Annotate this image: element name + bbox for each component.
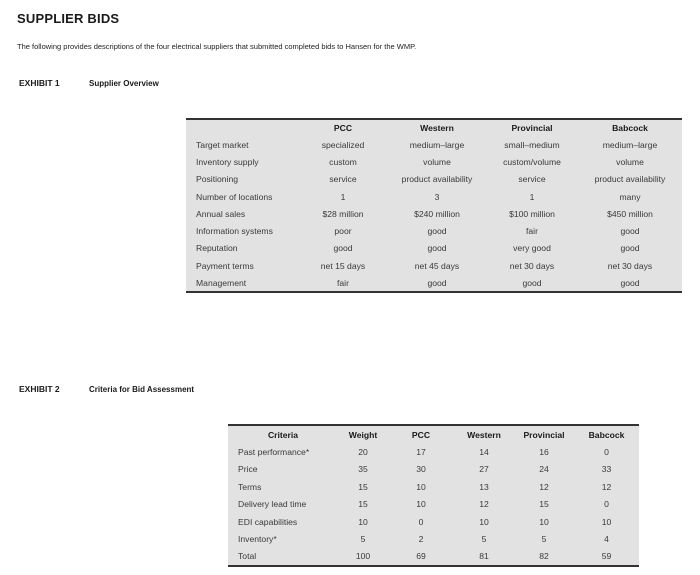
table-cell: $100 million [509,208,555,219]
table-cell: 17 [416,446,426,457]
row-label: Positioning [196,174,239,185]
table-cell: 16 [539,446,549,457]
row-label: Reputation [196,243,238,254]
table-cell: 2 [418,534,424,545]
table-row [186,136,682,153]
table-cell: 69 [416,551,426,562]
table-header-row [186,119,682,136]
table-cell: 24 [539,464,549,475]
table-cell: net 30 days [607,260,653,271]
table-cell: fair [337,277,349,288]
table-cell: product availability [594,174,666,185]
table-row [186,153,682,170]
table-cell: medium–large [602,139,658,150]
table-cell: fair [526,226,538,237]
table-cell: good [427,226,447,237]
table-row [186,274,682,291]
table-cell: many [619,191,641,202]
row-label: Payment terms [196,260,254,271]
column-header: Western [420,123,454,133]
table-cell: good [620,226,640,237]
table-cell: good [620,243,640,254]
table-cell: 5 [481,534,487,545]
row-label: Annual sales [196,208,246,219]
table-cell: very good [513,243,551,254]
table-cell: 10 [416,499,426,510]
table-row [186,240,682,257]
column-header: Criteria [267,429,299,440]
row-label: Number of locations [196,191,273,202]
table-cell: custom/volume [503,156,561,167]
exhibit-2-label: EXHIBIT 2 [19,384,60,394]
table-row [228,531,639,549]
row-label: Delivery lead time [238,499,307,510]
exhibit-1-label: EXHIBIT 1 [19,78,60,88]
table-cell: 100 [355,551,371,562]
table-cell: 10 [601,516,612,527]
table-row [186,205,682,222]
row-label: Price [238,464,258,475]
table-cell: 14 [479,446,489,457]
table-cell: 5 [541,534,547,545]
table-cell: good [427,243,447,254]
column-header: PCC [411,429,431,440]
table-cell: 5 [360,534,366,545]
table-cell: good [333,243,353,254]
table-cell: 3 [434,191,440,202]
table-cell: service [329,174,357,185]
table-row [228,443,639,461]
table-cell: 30 [416,464,426,475]
table-cell: small–medium [504,139,560,150]
table-cell: 82 [539,551,549,562]
table-cell: 4 [604,534,609,545]
table-cell: 15 [539,499,549,510]
table-cell: 13 [479,481,489,492]
table-cell: 27 [479,464,489,475]
column-header: Western [467,429,501,440]
row-label: Inventory supply [196,156,259,167]
table-cell: $240 million [414,208,460,219]
exhibit-2-heading [19,384,194,394]
table-row [228,513,639,531]
table-cell: 15 [358,481,368,492]
supplier-overview-table [186,118,682,293]
table-cell: 12 [539,481,549,492]
page-title: SUPPLIER BIDS [17,11,120,26]
exhibit-1-heading [19,78,159,88]
table-cell: $450 million [607,208,653,219]
table-cell: medium–large [409,139,465,150]
table-row [228,548,639,566]
exhibit-1-caption: Supplier Overview [89,79,159,88]
table-cell: 20 [358,446,368,457]
table-row [186,188,682,205]
table-cell: 12 [601,481,612,492]
table-cell: net 15 days [320,260,366,271]
table-cell: net 45 days [414,260,460,271]
table-cell: poor [334,226,352,237]
table-cell: 81 [479,551,489,562]
table-row [228,478,639,496]
bid-assessment-table [228,424,639,567]
table-cell: 59 [601,551,612,562]
row-label: Target market [196,139,249,150]
table-cell: 0 [604,499,609,510]
table-cell: 12 [479,499,489,510]
column-header: Provincial [511,123,553,133]
table-row [228,461,639,479]
table-cell: 33 [601,464,612,475]
column-header: Babcock [612,123,648,133]
table-cell: custom [329,156,357,167]
table-cell: 0 [604,446,609,457]
table-cell: 0 [418,516,424,527]
row-label: Total [238,551,257,562]
table-row [186,222,682,239]
table-cell: 1 [529,191,535,202]
table-cell: good [620,277,640,288]
column-header: PCC [333,123,353,133]
row-label: Management [196,277,247,288]
row-label: Information systems [196,226,273,237]
table-cell: volume [616,156,644,167]
row-label: Past performance* [238,446,310,457]
table-cell: service [518,174,546,185]
table-cell: 15 [358,499,368,510]
table-row [186,257,682,274]
column-header: Babcock [588,429,625,440]
table-cell: product availability [401,174,473,185]
table-cell: 10 [539,516,549,527]
table-row [186,171,682,188]
table-cell: good [522,277,542,288]
table-cell: 35 [358,464,368,475]
table-cell: $28 million [322,208,364,219]
column-header: Weight [348,429,378,440]
header-blank [186,119,298,136]
intro-text: The following provides descriptions of the four electrical suppliers that submitted completed bids to Hansen for the WMP. [17,42,417,51]
table-cell: 1 [340,191,346,202]
table-cell: net 30 days [509,260,555,271]
table-cell: 10 [358,516,368,527]
row-label: Inventory* [238,534,277,545]
table-cell: good [427,277,447,288]
table-header-row [228,425,639,443]
column-header: Provincial [523,429,565,440]
table-cell: 10 [416,481,426,492]
table-cell: volume [423,156,451,167]
row-label: EDI capabilities [238,516,298,527]
exhibit-2-caption: Criteria for Bid Assessment [89,385,195,394]
table-cell: 10 [479,516,489,527]
table-cell: specialized [321,139,365,150]
table-row [228,496,639,514]
row-label: Terms [238,481,262,492]
